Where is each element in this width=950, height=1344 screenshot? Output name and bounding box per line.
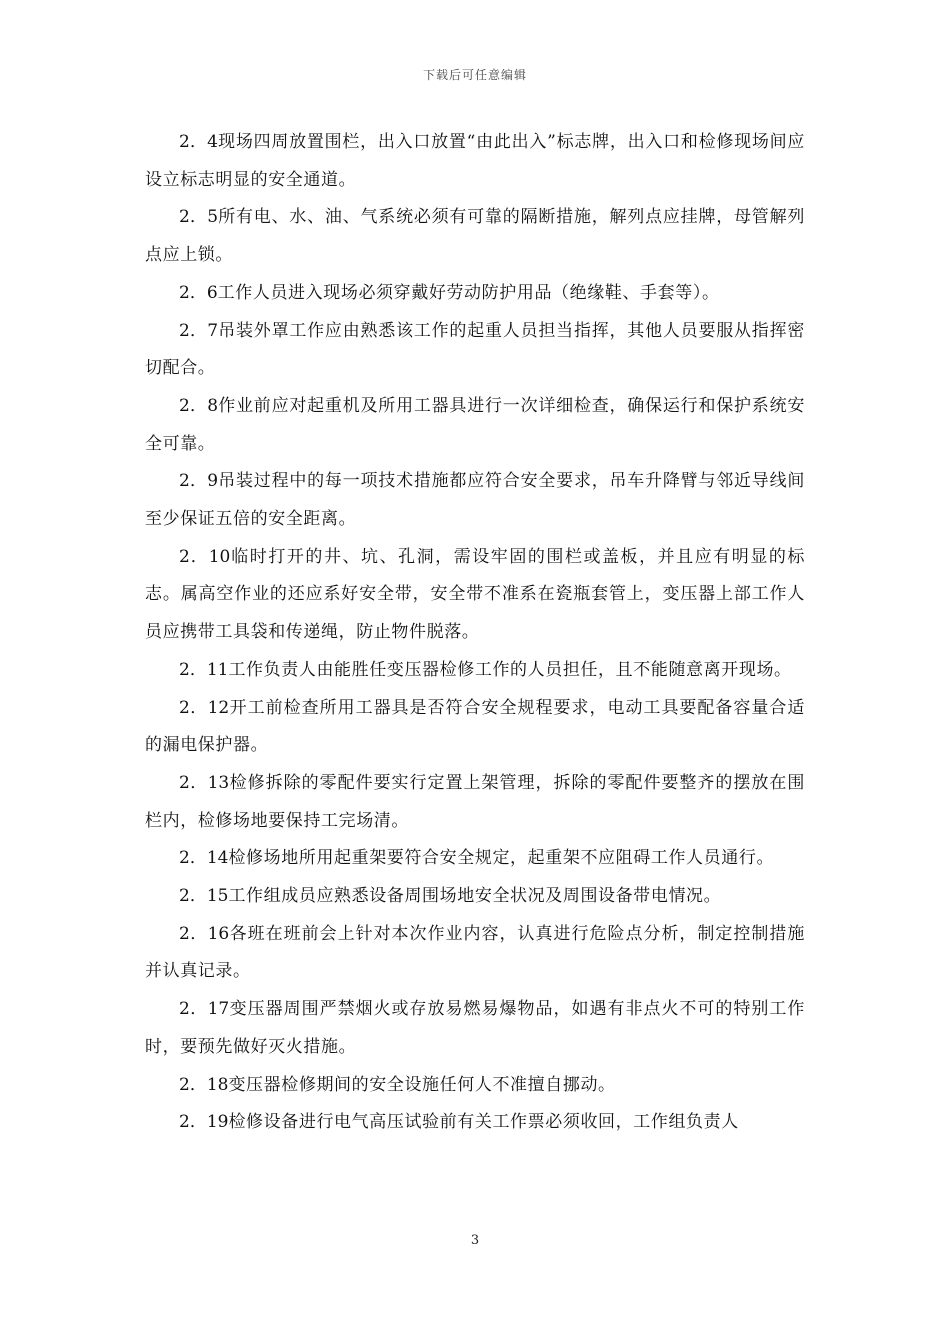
clause-number: 2．13: [179, 772, 230, 793]
clause-text: 现场四周放置围栏，出入口放置“由此出入”标志牌，出入口和检修现场间应设立标志明显的安全通道。: [145, 132, 806, 190]
clause-text: 变压器检修期间的安全设施任何人不准擅自挪动。: [228, 1074, 616, 1095]
clause-number: 2．19: [179, 1112, 229, 1133]
clause-text: 所有电、水、油、气系统必须有可靠的隔断措施，解列点应挂牌，母管解列点应上锁。: [145, 207, 805, 266]
clause-number: 2．7: [179, 320, 219, 341]
clause-text: 吊装外罩工作应由熟悉该工作的起重人员担当指挥，其他人员要服从指挥密切配合。: [145, 320, 805, 379]
paragraph-2-8: [145, 388, 805, 463]
clause-text: 工作负责人由能胜任变压器检修工作的人员担任，且不能随意离开现场。: [228, 659, 792, 680]
paragraph-2-17: [145, 991, 805, 1066]
clause-number: 2．10: [179, 546, 231, 567]
clause-number: 2．9: [179, 471, 219, 492]
paragraph-2-10: [145, 539, 805, 652]
clause-number: 2．6: [179, 282, 218, 303]
clause-text: 工作组成员应熟悉设备周围场地安全状况及周围设备带电情况。: [228, 886, 722, 907]
clause-number: 2．17: [179, 999, 230, 1020]
paragraph-2-12: [145, 690, 805, 765]
paragraph-2-15: [145, 878, 805, 916]
paragraph-2-11: [145, 652, 805, 690]
paragraph-2-5: [145, 199, 805, 274]
paragraph-2-6: [145, 275, 805, 313]
paragraph-2-14: [145, 840, 805, 878]
paragraph-2-13: [145, 765, 805, 840]
clause-text: 检修场地所用起重架要符合安全规定，起重架不应阻碍工作人员通行。: [228, 848, 775, 869]
clause-text: 吊装过程中的每一项技术措施都应符合安全要求，吊车升降臂与邻近导线间至少保证五倍的安全距离。: [145, 471, 805, 530]
clause-text: 各班在班前会上针对本次作业内容，认真进行危险点分析，制定控制措施并认真记录。: [145, 923, 805, 982]
page-number: 3: [470, 1233, 480, 1248]
clause-text: 工作人员进入现场必须穿戴好劳动防护用品（绝缘鞋、手套等）。: [217, 282, 720, 303]
clause-text: 作业前应对起重机及所用工器具进行一次详细检查，确保运行和保护系统安全可靠。: [145, 395, 805, 454]
clause-number: 2．14: [179, 848, 229, 869]
paragraph-2-4: [145, 124, 805, 199]
paragraph-2-19: [145, 1104, 805, 1142]
paragraph-2-9: [145, 463, 805, 538]
clause-number: 2．12: [179, 697, 230, 718]
paragraph-2-18: [145, 1067, 805, 1105]
clause-number: 2．5: [179, 207, 219, 228]
document-body: [145, 124, 805, 1142]
clause-text: 临时打开的井、坑、孔洞，需设牢固的围栏或盖板，并且应有明显的标志。属高空作业的还应系好安全带，安全带不准系在瓷瓶套管上，变压器上部工作人员应携带工具袋和传递绳，防止物件脱落。: [145, 546, 805, 643]
paragraph-2-16: [145, 916, 805, 991]
page-header: 下载后可任意编辑: [422, 68, 527, 82]
clause-number: 2．18: [179, 1074, 229, 1095]
clause-number: 2．4: [179, 132, 218, 152]
clause-text: 变压器周围严禁烟火或存放易燃易爆物品，如遇有非点火不可的特别工作时，要预先做好灭火措施。: [145, 999, 805, 1057]
clause-text: 检修拆除的零配件要实行定置上架管理，拆除的零配件要整齐的摆放在围栏内，检修场地要保持工完场清。: [145, 772, 805, 831]
paragraph-2-7: [145, 313, 805, 388]
clause-text: 检修设备进行电气高压试验前有关工作票必须收回，工作组负责人: [228, 1112, 739, 1133]
clause-number: 2．8: [179, 395, 219, 416]
clause-number: 2．16: [179, 923, 230, 944]
clause-text: 开工前检查所用工器具是否符合安全规程要求，电动工具要配备容量合适的漏电保护器。: [145, 697, 805, 756]
clause-number: 2．11: [179, 659, 229, 680]
clause-number: 2．15: [179, 886, 229, 907]
